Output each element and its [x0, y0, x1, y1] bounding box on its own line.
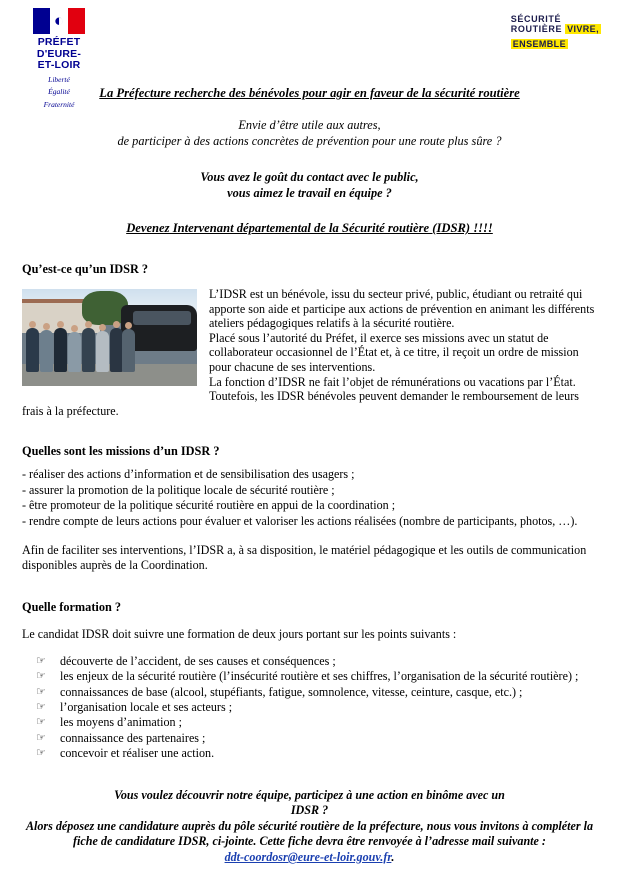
footer-line-3 — [22, 819, 597, 866]
mission-item-4: - rendre compte de leurs actions pour évaluer et valoriser les actions réalisées (nombre de participants, photos, …). — [22, 513, 578, 528]
prefecture-line-1: PRÉFET — [37, 36, 81, 48]
footer-line-1: Vous voulez découvrir notre équipe, participez à une action en binôme avec un — [114, 787, 505, 802]
list-item — [22, 715, 597, 730]
prefecture-line-3: ET-LOIR — [37, 59, 81, 71]
paragraph-2: Placé sous l’autorité du Préfet, il exerce ses missions avec un statut de collaborateur occasionnel de l’État et, à ce titre, il reçoit un ordre de mission pour chacune de ses interventions. — [209, 330, 579, 374]
contact-email-link[interactable]: ddt-coordosr@eure-et-loir.gouv.fr — [224, 850, 392, 864]
logo-line-securite: SÉCURITÉ — [510, 14, 562, 24]
devise-liberte: Liberté — [48, 74, 70, 84]
french-flag-icon — [33, 8, 85, 34]
list-item — [22, 685, 597, 700]
call-to-action: Devenez Intervenant départemental de la Sécurité routière (IDSR) !!!! — [126, 221, 493, 235]
list-item — [22, 700, 597, 715]
devise-egalite: Égalité — [48, 87, 70, 97]
lead-paragraph — [22, 117, 597, 149]
list-item-label: l’organisation locale et ses acteurs ; — [60, 700, 233, 714]
arrow-bullet-icon: ☞ — [36, 654, 46, 667]
document-body — [0, 86, 619, 866]
logo-highlight-ensemble: ENSEMBLE — [512, 39, 566, 49]
footer-period: . — [391, 850, 395, 864]
lead-line-2: de participer à des actions concrètes de prévention pour une route plus sûre ? — [117, 134, 502, 148]
securite-routiere-logo — [511, 14, 601, 52]
formation-intro: Le candidat IDSR doit suivre une formation de deux jours portant sur les points suivants : — [22, 626, 457, 641]
list-item — [22, 669, 597, 684]
formation-bullet-list — [22, 654, 597, 762]
list-item-label: concevoir et réaliser une action. — [60, 746, 215, 761]
photo-people-group — [26, 320, 133, 372]
paragraph-1: L’IDSR est un bénévole, issu du secteur privé, public, étudiant ou retraité qui apporte son aide et participe aux actions de prévention en animant les différents ateliers pédagogiques relatifs à la sécurité routière. — [209, 287, 595, 331]
lead-line-1: Envie d’être utile aux autres, — [238, 118, 381, 132]
logo-line-routiere: ROUTIÈRE — [510, 24, 563, 34]
lead-line-3: Vous avez le goût du contact avec le public, — [200, 170, 419, 184]
photo-and-text-block — [22, 287, 597, 418]
section-heading-formation: Quelle formation ? — [22, 599, 122, 614]
mission-item-2: - assurer la promotion de la politique locale de sécurité routière ; — [22, 482, 335, 497]
section-heading-missions: Quelles sont les missions d’un IDSR ? — [22, 444, 220, 459]
list-item-label: connaissance des partenaires ; — [60, 730, 206, 745]
logo-highlight-vivre: VIVRE, — [567, 24, 599, 34]
section-heading-what-is-idsr: Qu’est-ce qu’un IDSR ? — [22, 262, 149, 276]
marianne-face-icon: ◐ — [53, 11, 65, 30]
arrow-bullet-icon: ☞ — [36, 701, 46, 713]
list-item-label: découverte de l’accident, de ses causes et conséquences ; — [60, 653, 336, 668]
mission-item-3: - être promoteur de la politique sécurité routière en appui de la coordination ; — [22, 498, 396, 513]
missions-closing-text: Afin de faciliter ses interventions, l’IDSR a, à sa disposition, le matériel pédagogique et les outils de communication disponibles auprès de la Coordination. — [22, 542, 587, 573]
footer-instructions: Alors déposez une candidature auprès du pôle sécurité routière de la préfecture, nous vous invitons à compléter la fiche de candidature IDSR, ci-jointe. Cette fiche devra être renvoyée à l’adresse mail suivante : — [25, 818, 594, 849]
arrow-bullet-icon: ☞ — [36, 685, 46, 698]
list-item — [22, 731, 597, 746]
document-title: La Préfecture recherche des bénévoles pour agir en faveur de la sécurité routière — [99, 86, 520, 100]
footer-line-2: IDSR ? — [290, 803, 329, 818]
arrow-bullet-icon: ☞ — [36, 670, 46, 683]
team-photo — [22, 289, 197, 386]
list-item-label: les enjeux de la sécurité routière (l’insécurité routière et ses chiffres, l’organisation de la sécurité routière) ; — [60, 669, 579, 684]
devise-fraternite: Fraternité — [43, 99, 75, 109]
arrow-bullet-icon: ☞ — [36, 747, 46, 760]
state-emblem — [16, 8, 102, 109]
list-item — [22, 654, 597, 669]
missions-list — [22, 467, 597, 573]
list-item-label: les moyens d’animation ; — [60, 715, 182, 730]
prefecture-line-2: D'EURE- — [36, 47, 82, 60]
lead-line-4: vous aimez le travail en équipe ? — [227, 186, 392, 200]
list-item — [22, 746, 597, 761]
list-item-label: connaissances de base (alcool, stupéfiants, fatigue, somnolence, vitesse, ceinture, casque, etc.) ; — [60, 684, 523, 699]
lead-paragraph-2 — [22, 169, 597, 201]
arrow-bullet-icon: ☞ — [36, 731, 46, 744]
paragraph-3: La fonction d’IDSR ne fait l’objet de rémunérations ou vacations par l’État. Toutefois, les IDSR bénévoles peuvent demander le remboursement de leurs frais à la préfecture. — [22, 374, 579, 418]
arrow-bullet-icon: ☞ — [36, 716, 46, 729]
mission-item-1: - réaliser des actions d’information et de sensibilisation des usagers ; — [22, 467, 355, 482]
document-footer — [22, 788, 597, 866]
